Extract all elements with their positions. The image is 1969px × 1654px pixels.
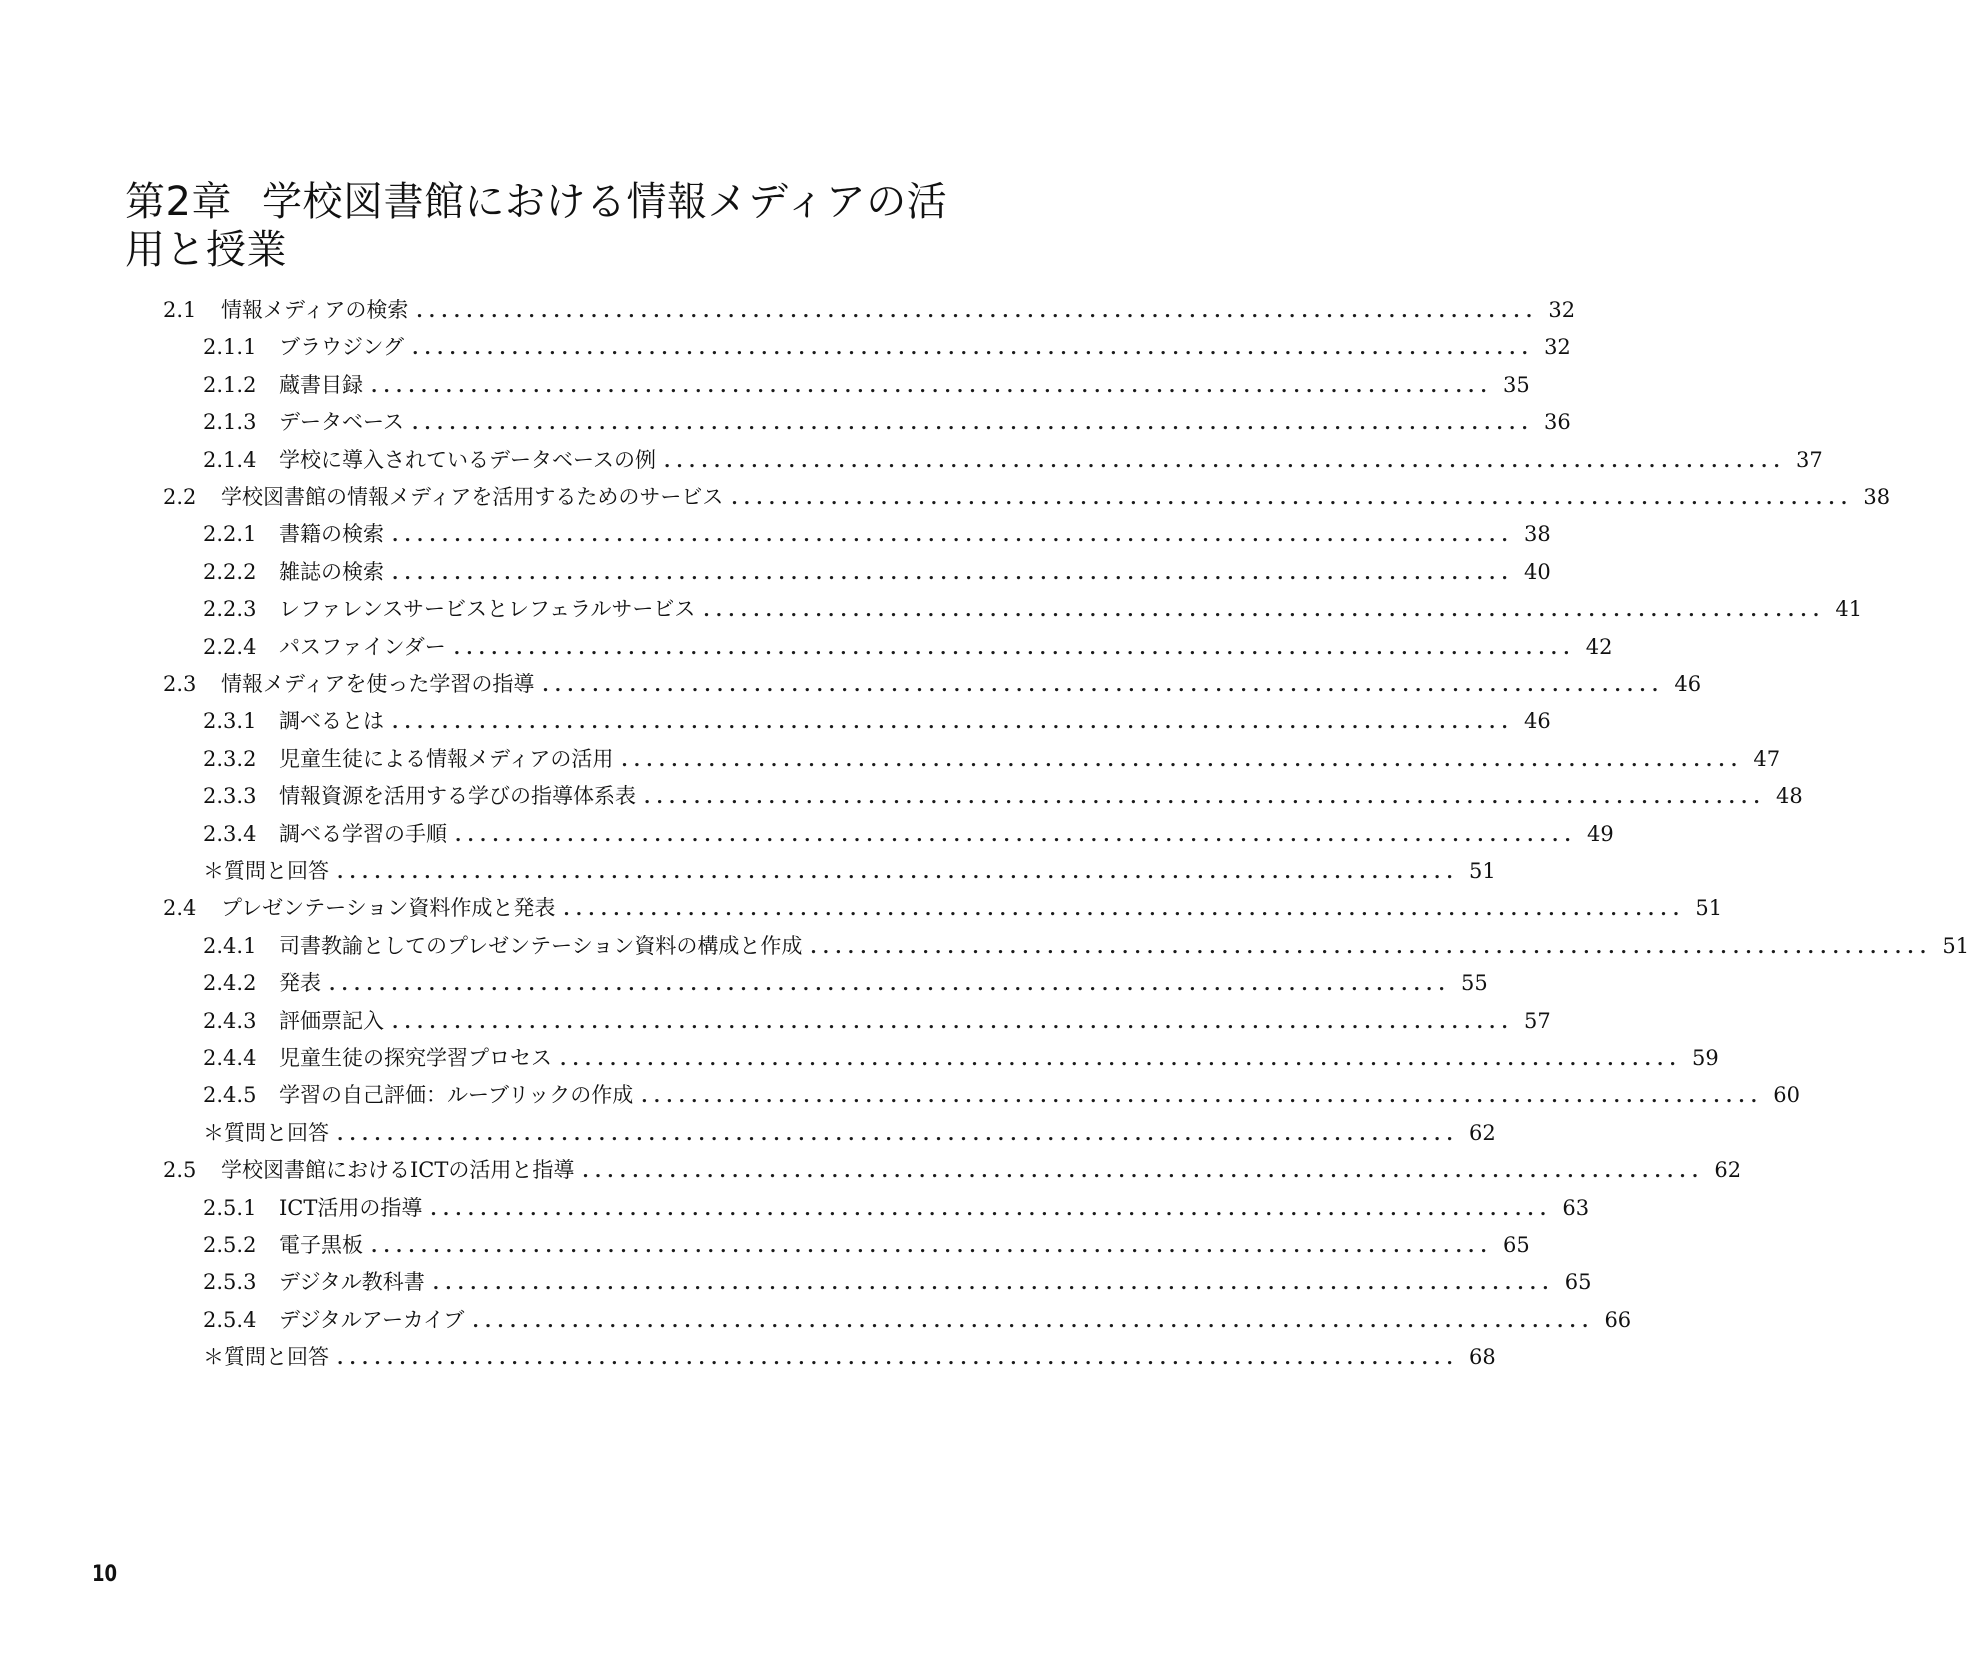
toc-subsection-entry: [203, 1115, 1496, 1151]
toc-entry-number: 2.5: [163, 1158, 197, 1183]
dot-leader: ..........................................................................................: [371, 375, 1493, 397]
toc-entry-title: データベース: [279, 410, 404, 435]
toc-entry-page: 41: [1835, 597, 1863, 622]
toc-entry-title: ＊質問と回答: [203, 859, 329, 883]
toc-entry-page: 32: [1544, 335, 1571, 360]
toc-subsection-entry: [203, 703, 1551, 739]
dot-leader: ..........................................................................................: [560, 1049, 1682, 1070]
dot-leader: ..........................................................................................: [703, 600, 1826, 622]
toc-entry-number: 2.2.4: [203, 634, 257, 659]
toc-section-entry: [163, 666, 1702, 702]
toc-entry-page: 63: [1562, 1195, 1590, 1220]
toc-entry-page: 57: [1524, 1008, 1551, 1033]
dot-leader: ..........................................................................................: [731, 488, 1854, 509]
chapter-title: [125, 178, 965, 274]
toc-entry-title: 学校図書館におけるICTの活用と指導: [221, 1158, 575, 1183]
toc-entry-title: パスファインダー: [279, 634, 446, 659]
toc-subsection-entry: [203, 1339, 1496, 1375]
dot-leader: ..........................................................................................: [416, 301, 1539, 322]
toc-entry-title: レファレンスサービスとレフェラルサービス: [279, 597, 696, 622]
toc-entry-page: 47: [1753, 746, 1781, 771]
toc-entry-title: ICT活用の指導: [279, 1195, 423, 1220]
toc-entry-page: 35: [1503, 372, 1530, 397]
dot-leader: ..........................................................................................: [563, 899, 1686, 921]
chapter-title-text: 学校図書館における情報メディアの活用と授業: [125, 179, 948, 273]
toc-entry-title: 学校に導入されているデータベースの例: [279, 447, 656, 472]
dot-leader: ..........................................................................................: [430, 1198, 1553, 1220]
dot-leader: ..........................................................................................: [392, 1011, 1514, 1033]
toc-entry-page: 38: [1524, 522, 1551, 547]
dot-leader: ..........................................................................................: [392, 562, 1514, 584]
toc-entry-page: 59: [1692, 1046, 1719, 1070]
toc-entry-title: ブラウジング: [279, 335, 405, 360]
dot-leader: ..........................................................................................: [644, 787, 1766, 809]
toc-entry-title: 司書教諭としてのプレゼンテーション資料の構成と作成: [279, 933, 803, 958]
toc-entry-title: デジタルアーカイブ: [279, 1307, 465, 1332]
toc-entry-page: 32: [1548, 298, 1576, 322]
dot-leader: ..........................................................................................: [329, 974, 1451, 996]
toc-entry-page: 66: [1604, 1307, 1632, 1332]
toc-entry-title: 情報資源を活用する学びの指導体系表: [279, 784, 636, 809]
toc-subsection-entry: [203, 1302, 1632, 1338]
toc-entry-page: 51: [1695, 896, 1723, 921]
toc-entry-number: 2.4: [163, 896, 197, 921]
toc-entry-page: 48: [1776, 784, 1803, 809]
toc-entry-title: 児童生徒の探究学習プロセス: [279, 1046, 552, 1070]
toc-subsection-entry: [203, 629, 1613, 665]
toc-subsection-entry: [203, 853, 1496, 889]
dot-leader: ..........................................................................................: [392, 525, 1514, 547]
toc-entry-number: 2.5.2: [203, 1233, 257, 1257]
toc-entry-page: 62: [1714, 1158, 1742, 1183]
toc-entry-number: 2.1: [163, 298, 197, 322]
toc-entry-page: 62: [1469, 1120, 1496, 1145]
toc-entry-number: 2.3.3: [203, 784, 257, 809]
toc-entry-number: 2.4.2: [203, 971, 257, 996]
toc-subsection-entry: [203, 816, 1614, 852]
toc-entry-page: 40: [1524, 559, 1551, 584]
toc-entry-title: プレゼンテーション資料作成と発表: [221, 896, 556, 921]
dot-leader: ..........................................................................................: [472, 1310, 1595, 1332]
toc-subsection-entry: [203, 1227, 1530, 1263]
dot-leader: ..........................................................................................: [371, 1236, 1493, 1257]
toc-entry-page: 46: [1524, 709, 1551, 734]
toc-subsection-entry: [203, 554, 1551, 590]
toc-entry-number: 2.3.1: [203, 709, 257, 734]
dot-leader: ..........................................................................................: [337, 862, 1459, 883]
toc-entry-number: 2.1.1: [203, 335, 257, 360]
toc-entry-title: 調べる学習の手順: [279, 821, 447, 846]
toc-subsection-entry: [203, 928, 1969, 964]
toc-entry-title: 雑誌の検索: [279, 559, 384, 584]
dot-leader: ..........................................................................................: [411, 413, 1534, 435]
toc-subsection-entry: [203, 367, 1530, 403]
toc-entry-page: 60: [1773, 1083, 1801, 1108]
toc-subsection-entry: [203, 404, 1571, 440]
toc-entry-title: 評価票記入: [279, 1008, 384, 1033]
toc-entry-title: 学校図書館の情報メディアを活用するためのサービス: [221, 485, 724, 509]
toc-entry-page: 49: [1587, 821, 1614, 846]
toc-entry-page: 46: [1674, 672, 1702, 696]
toc-entry-title: 情報メディアの検索: [221, 298, 409, 322]
toc-entry-number: 2.1.2: [203, 372, 257, 397]
toc-subsection-entry: [203, 1190, 1590, 1226]
toc-entry-title: デジタル教科書: [279, 1270, 425, 1295]
toc-subsection-entry: [203, 741, 1781, 777]
dot-leader: ..........................................................................................: [542, 675, 1665, 696]
toc-entry-title: ＊質問と回答: [203, 1345, 329, 1370]
toc-entry-number: 2.4.4: [203, 1046, 257, 1070]
toc-section-entry: [163, 292, 1576, 328]
dot-leader: ..........................................................................................: [582, 1161, 1705, 1183]
toc-entry-page: 51: [1469, 859, 1496, 883]
toc-subsection-entry: [203, 1077, 1801, 1113]
toc-entry-page: 42: [1585, 634, 1613, 659]
toc-entry-title: 発表: [279, 971, 321, 996]
toc-section-entry: [163, 1152, 1742, 1188]
dot-leader: ..........................................................................................: [663, 450, 1786, 472]
toc-section-entry: [163, 479, 1891, 515]
toc-entry-page: 38: [1863, 485, 1891, 509]
toc-entry-page: 65: [1564, 1270, 1592, 1295]
toc-entry-number: 2.5.4: [203, 1307, 257, 1332]
toc-subsection-entry: [203, 516, 1551, 552]
toc-entry-number: 2.4.3: [203, 1008, 257, 1033]
toc-entry-number: 2.5.1: [203, 1195, 257, 1220]
toc-subsection-entry: [203, 591, 1863, 627]
dot-leader: ..........................................................................................: [337, 1123, 1459, 1145]
chapter-number: 第2章: [125, 179, 232, 225]
toc-entry-number: 2.1.4: [203, 447, 257, 472]
toc-entry-page: 55: [1461, 971, 1488, 996]
dot-leader: ..........................................................................................: [412, 338, 1535, 360]
toc-entry-title: 情報メディアを使った学習の指導: [221, 672, 535, 696]
toc-entry-number: 2.4.5: [203, 1083, 257, 1108]
dot-leader: ..........................................................................................: [810, 936, 1933, 958]
toc-subsection-entry: [203, 778, 1803, 814]
toc-entry-number: 2.3.2: [203, 746, 257, 771]
toc-entry-number: 2.2: [163, 485, 197, 509]
dot-leader: ..........................................................................................: [392, 712, 1514, 734]
page-number: 10: [92, 1562, 118, 1587]
toc-entry-number: 2.5.3: [203, 1270, 257, 1295]
toc-entry-number: 2.2.3: [203, 597, 257, 622]
toc-entry-title: ＊質問と回答: [203, 1120, 329, 1145]
toc-subsection-entry: [203, 1003, 1551, 1039]
dot-leader: ..........................................................................................: [337, 1348, 1459, 1370]
toc-entry-title: 調べるとは: [279, 709, 384, 734]
toc-subsection-entry: [203, 1264, 1592, 1300]
toc-subsection-entry: [203, 329, 1571, 365]
toc-entry-number: 2.1.3: [203, 410, 257, 435]
dot-leader: ..........................................................................................: [641, 1086, 1764, 1108]
dot-leader: ..........................................................................................: [455, 824, 1577, 846]
toc-entry-number: 2.2.1: [203, 522, 257, 547]
toc-entry-title: 電子黒板: [279, 1233, 363, 1257]
toc-subsection-entry: [203, 1040, 1719, 1076]
toc-entry-number: 2.4.1: [203, 933, 257, 958]
toc-subsection-entry: [203, 965, 1488, 1001]
toc-entry-title: 書籍の検索: [279, 522, 384, 547]
toc-entry-title: 児童生徒による情報メディアの活用: [279, 746, 614, 771]
toc-entry-page: 37: [1795, 447, 1823, 472]
dot-leader: ..........................................................................................: [432, 1273, 1555, 1295]
toc-entry-title: 学習の自己評価：ルーブリックの作成: [279, 1083, 634, 1108]
toc-entry-page: 68: [1469, 1345, 1496, 1370]
toc-section-entry: [163, 890, 1723, 926]
toc-subsection-entry: [203, 442, 1823, 478]
toc-entry-page: 65: [1503, 1233, 1530, 1257]
toc-entry-title: 蔵書目録: [279, 372, 363, 397]
toc-entry-page: 51: [1942, 933, 1969, 958]
dot-leader: ..........................................................................................: [453, 637, 1576, 659]
dot-leader: ..........................................................................................: [621, 749, 1744, 771]
toc-entry-number: 2.3.4: [203, 821, 257, 846]
toc-entry-number: 2.3: [163, 672, 197, 696]
toc-entry-number: 2.2.2: [203, 559, 257, 584]
toc-entry-page: 36: [1543, 410, 1571, 435]
